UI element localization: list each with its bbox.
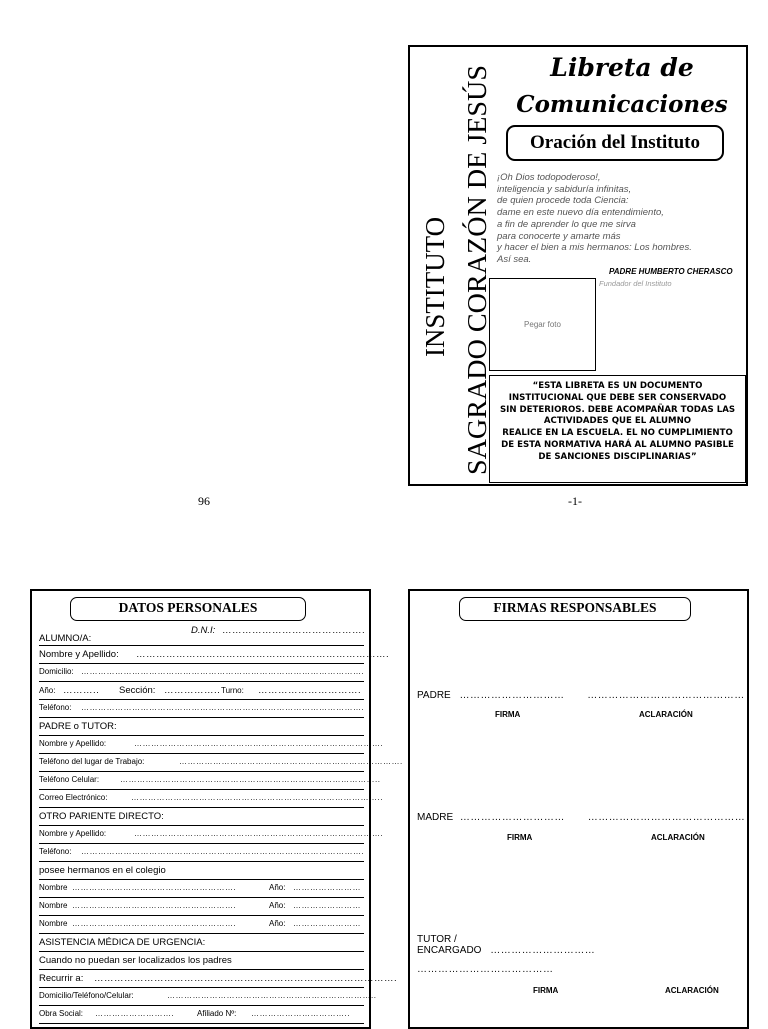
label-anio-hermano: Año:: [269, 901, 286, 910]
row-telefono-2: [39, 843, 364, 862]
field-afiliado[interactable]: ……………………………..: [251, 1009, 350, 1018]
notice-line: ACTIVIDADES QUE EL ALUMNO: [543, 416, 692, 427]
label-domicilio-tel: Domicilio/Teléfono/Celular:: [39, 991, 134, 1000]
label-anio-hermano: Año:: [269, 883, 286, 892]
row-hermano-3: [39, 915, 364, 934]
row-hermanos: [39, 861, 364, 880]
row-padre-tutor: [39, 717, 364, 736]
prayer-author-role: Fundador del Instituto: [599, 279, 672, 288]
notice-line: INSTITUCIONAL QUE DEBE SER CONSERVADO: [508, 392, 727, 403]
label-nombre-apellido-3: Nombre y Apellido:: [39, 829, 107, 838]
row-domicilio: [39, 663, 364, 682]
label-tel-celular: Teléfono Celular:: [39, 775, 100, 784]
field-tutor-aclaracion[interactable]: …………………………………: [417, 964, 554, 975]
label-padre: PADRE: [417, 690, 451, 701]
row-asistencia: [39, 933, 364, 952]
notice-line: SIN DETERIOROS. DEBE ACOMPAÑAR TODAS LAS: [499, 404, 736, 415]
booklet-title-line1: Libreta de: [550, 53, 694, 82]
label-hermanos: posee hermanos en el colegio: [39, 865, 166, 876]
prayer-line: y hacer el bien a mis hermanos: Los hombres.: [497, 242, 692, 254]
signatures-form: [408, 589, 749, 1029]
label-telefono: Teléfono:: [39, 703, 72, 712]
row-alumno: [39, 623, 364, 646]
row-hermano-1: [39, 879, 364, 898]
caption-firma: FIRMA: [495, 710, 521, 719]
label-telefono-2: Teléfono:: [39, 847, 72, 856]
row-nombre-apellido: [39, 645, 390, 664]
row-cuando: [39, 951, 364, 970]
label-dni: D.N.I:: [191, 625, 216, 636]
field-madre-aclaracion[interactable]: ………………………………………: [587, 812, 746, 823]
vertical-title-line1: INSTITUTO: [420, 216, 450, 357]
vertical-title-line2: SAGRADO CORAZÓN DE JESÚS: [462, 81, 492, 475]
field-nombre-apellido-3[interactable]: …………………………………………………………………………….: [134, 829, 384, 838]
label-asistencia: ASISTENCIA MÉDICA DE URGENCIA:: [39, 937, 206, 948]
cover-page: [408, 45, 748, 486]
field-dni[interactable]: …………………………………….: [222, 625, 366, 636]
label-madre: MADRE: [417, 812, 454, 823]
label-obra-social: Obra Social:: [39, 1009, 84, 1018]
row-anio-seccion-turno: [39, 681, 364, 700]
field-turno[interactable]: ………………………….: [258, 685, 362, 696]
label-anio-hermano: Año:: [269, 919, 286, 928]
page-number-left: 96: [198, 494, 210, 508]
label-turno: Turno:: [221, 686, 244, 695]
field-padre-firma[interactable]: …………………………: [459, 690, 565, 701]
field-nombre-apellido[interactable]: ………………………………………………………………….: [136, 649, 390, 660]
label-alumno: ALUMNO/A:: [39, 633, 92, 644]
prayer-text: [497, 172, 747, 266]
personal-data-form: [30, 589, 403, 1029]
prayer-line: ¡Oh Dios todopoderoso!,: [497, 172, 601, 183]
row-tel-celular: [39, 771, 381, 790]
label-cuando: Cuando no puedan ser localizados los padres: [39, 955, 232, 966]
photo-placeholder: Pegar foto: [489, 278, 596, 371]
label-tel-trabajo: Teléfono del lugar de Trabajo:: [39, 757, 145, 766]
row-recurrir: [39, 969, 398, 988]
field-padre-aclaracion[interactable]: ………………………………………: [587, 690, 745, 701]
notice-line: “ESTA LIBRETA ES UN DOCUMENTO: [532, 381, 703, 391]
personal-data-header: DATOS PERSONALES: [70, 597, 306, 621]
field-domicilio[interactable]: ……………………………………………………………………………………….: [81, 667, 365, 676]
field-tel-celular[interactable]: ………………………………………………………………………………..: [120, 775, 381, 784]
row-domicilio-tel: [39, 987, 377, 1006]
prayer-title: Oración del Instituto: [506, 125, 724, 161]
row-telefono: [39, 699, 364, 718]
caption-aclaracion: ACLARACIÓN: [665, 986, 719, 995]
label-nombre-apellido: Nombre y Apellido:: [39, 649, 119, 660]
prayer-line: de quien procede toda Ciencia:: [497, 195, 629, 207]
field-domicilio-tel[interactable]: ………………………………………………………………..: [167, 991, 377, 1000]
label-padre-tutor: PADRE o TUTOR:: [39, 721, 117, 732]
label-nombre-apellido-2: Nombre y Apellido:: [39, 739, 107, 748]
tutor-sig-row: [417, 934, 595, 956]
caption-aclaracion: ACLARACIÓN: [651, 833, 705, 842]
madre-sig-row: [417, 812, 745, 823]
field-obra-social[interactable]: ……………………….: [95, 1009, 175, 1018]
label-tutor-line1: TUTOR /: [417, 934, 457, 945]
notice-line: DE SANCIONES DISCIPLINARIAS”: [538, 451, 697, 462]
row-hermano-2: [39, 897, 364, 916]
row-otro-pariente: [39, 807, 364, 826]
row-nombre-apellido-3: [39, 825, 384, 844]
institute-vertical-title: [412, 55, 492, 480]
row-nombre-apellido-2: [39, 735, 384, 754]
label-afiliado: Afiliado Nº:: [197, 1009, 237, 1018]
field-nombre-apellido-2[interactable]: …………………………………………………………………………….: [134, 739, 384, 748]
field-hermano-anio[interactable]: ……………………: [293, 883, 361, 892]
field-hermano-nombre[interactable]: ………………………………………………….: [72, 919, 237, 928]
field-tel-trabajo[interactable]: …………………………………………………………………….: [179, 757, 403, 766]
row-correo: [39, 789, 383, 808]
prayer-author: PADRE HUMBERTO CHERASCO: [609, 267, 733, 276]
label-nombre: Nombre: [39, 919, 68, 928]
label-correo: Correo Electrónico:: [39, 793, 108, 802]
caption-firma: FIRMA: [533, 986, 559, 995]
field-hermano-anio[interactable]: ……………………: [293, 919, 361, 928]
field-correo[interactable]: ……………………………………………………………………………..: [131, 793, 383, 802]
field-recurrir[interactable]: ……………………………………………………………………………….: [94, 973, 398, 984]
field-madre-firma[interactable]: …………………………: [459, 812, 565, 823]
row-tel-trabajo: [39, 753, 403, 772]
field-hermano-nombre[interactable]: ………………………………………………….: [72, 901, 237, 910]
field-anio[interactable]: ………..: [63, 685, 100, 696]
field-seccion[interactable]: ……………..: [164, 685, 221, 696]
caption-aclaracion: ACLARACIÓN: [639, 710, 693, 719]
page-number-cover: -1-: [568, 494, 582, 508]
row-obra-social: [39, 1005, 364, 1024]
prayer-line: Así sea.: [497, 253, 532, 265]
prayer-line: dame en este nuevo día entendimiento,: [497, 207, 664, 219]
field-tutor-firma[interactable]: …………………………: [490, 945, 596, 956]
label-tutor-line2: ENCARGADO: [417, 945, 482, 956]
field-hermano-anio[interactable]: ……………………: [293, 901, 361, 910]
notice-line: DE ESTA NORMATIVA HARÁ AL ALUMNO PASIBLE: [501, 439, 734, 450]
signatures-header: FIRMAS RESPONSABLES: [459, 597, 691, 621]
label-recurrir: Recurrir a:: [39, 973, 84, 984]
field-telefono[interactable]: ……………………………………………………………………………………….: [81, 703, 365, 712]
institutional-notice: [489, 375, 746, 483]
label-nombre: Nombre: [39, 883, 68, 892]
field-telefono-2[interactable]: ……………………………………………………………………………………….: [81, 847, 365, 856]
prayer-line: inteligencia y sabiduría infinitas,: [497, 183, 632, 195]
caption-firma: FIRMA: [507, 833, 533, 842]
notice-line: REALICE EN LA ESCUELA. EL NO CUMPLIMIENTO: [502, 428, 733, 439]
field-hermano-nombre[interactable]: ………………………………………………….: [72, 883, 237, 892]
padre-sig-row: [417, 690, 745, 701]
label-anio: Año:: [39, 686, 56, 695]
label-seccion: Sección:: [119, 685, 156, 696]
label-domicilio: Domicilio:: [39, 667, 74, 676]
booklet-title-line2: Comunicaciones: [516, 91, 728, 118]
label-nombre: Nombre: [39, 901, 68, 910]
prayer-line: para conocerte y amarte más: [497, 230, 621, 242]
label-otro-pariente: OTRO PARIENTE DIRECTO:: [39, 811, 164, 822]
prayer-line: a fin de aprender lo que me sirva: [497, 218, 636, 230]
